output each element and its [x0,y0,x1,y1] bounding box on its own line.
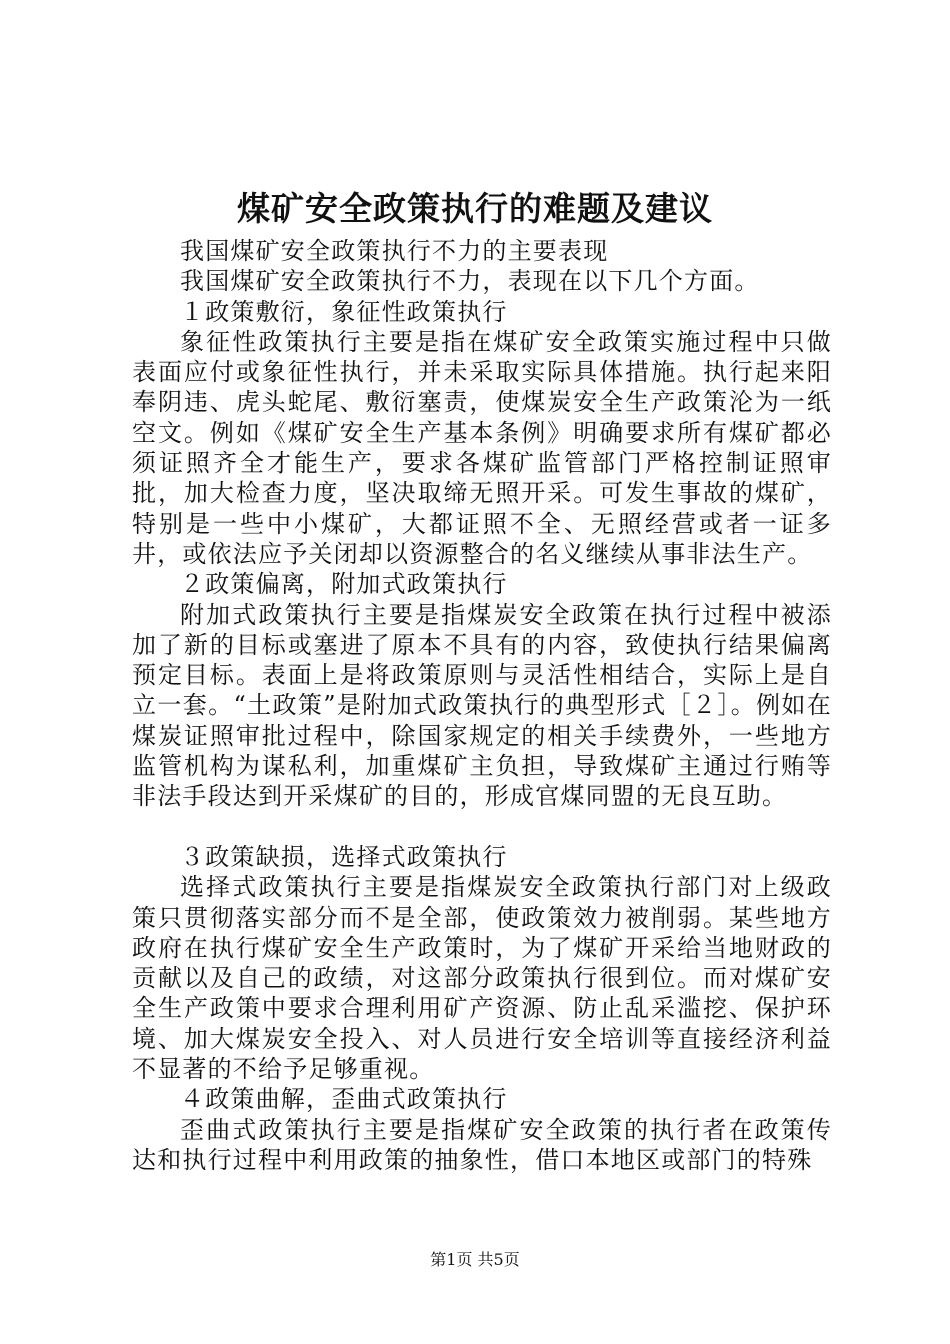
paragraph: 我国煤矿安全政策执行不力，表现在以下几个方面。 [180,267,760,296]
subsection-heading: ３政策缺损，选择式政策执行 [180,842,508,871]
paragraph: 附加式政策执行主要是指煤炭安全政策在执行过程中被添加了新的目标或塞进了原本不具有的内容，致使执行结果偏离预定目标。表面上是将政策原则与灵活性相结合，实际上是自立一套。“土政策”是附加式政策执行的典型形式［２］。例如在煤炭证照审批过程中，除国家规定的相关手续费外，一些地方监管机构为谋私利，加重煤矿主负担，导致煤矿主通过行贿等非法手段达到开采煤矿的目的，形成官煤同盟的无良互助。 [132,600,832,811]
paragraph: 象征性政策执行主要是指在煤矿安全政策实施过程中只做表面应付或象征性执行，并未采取实际具体措施。执行起来阳奉阴违、虎头蛇尾、敷衍塞责，使煤炭安全生产政策沦为一纸空文。例如《煤矿安全生产基本条例》明确要求所有煤矿都必须证照齐全才能生产，要求各煤矿监管部门严格控制证照审批，加大检查力度，坚决取缔无照开采。可发生事故的煤矿，特别是一些中小煤矿，大都证照不全、无照经营或者一证多井，或依法应予关闭却以资源整合的名义继续从事非法生产。 [132,327,832,568]
section-heading: 我国煤矿安全政策执行不力的主要表现 [180,237,609,265]
paragraph: 选择式政策执行主要是指煤炭安全政策执行部门对上级政策只贯彻落实部分而不是全部，使政策效力被削弱。某些地方政府在执行煤矿安全生产政策时，为了煤矿开采给当地财政的贡献以及自己的政绩，对这部分政策执行很到位。而对煤矿安全生产政策中要求合理利用矿产资源、防止乱采滥挖、保护环境、加大煤炭安全投入、对人员进行安全培训等直接经济利益不显著的不给予足够重视。 [132,873,832,1084]
subsection-heading: ２政策偏离，附加式政策执行 [180,570,508,599]
subsection-heading: １政策敷衍，象征性政策执行 [180,297,508,326]
subsection-heading: ４政策曲解，歪曲式政策执行 [180,1085,508,1114]
document-body [132,236,832,1175]
paragraph: 歪曲式政策执行主要是指煤矿安全政策的执行者在政策传达和执行过程中利用政策的抽象性，借口本地区或部门的特殊 [132,1115,832,1174]
document-title: 煤矿安全政策执行的难题及建议 [237,189,713,228]
page-number-footer: 第1页 共5页 [430,1250,520,1269]
